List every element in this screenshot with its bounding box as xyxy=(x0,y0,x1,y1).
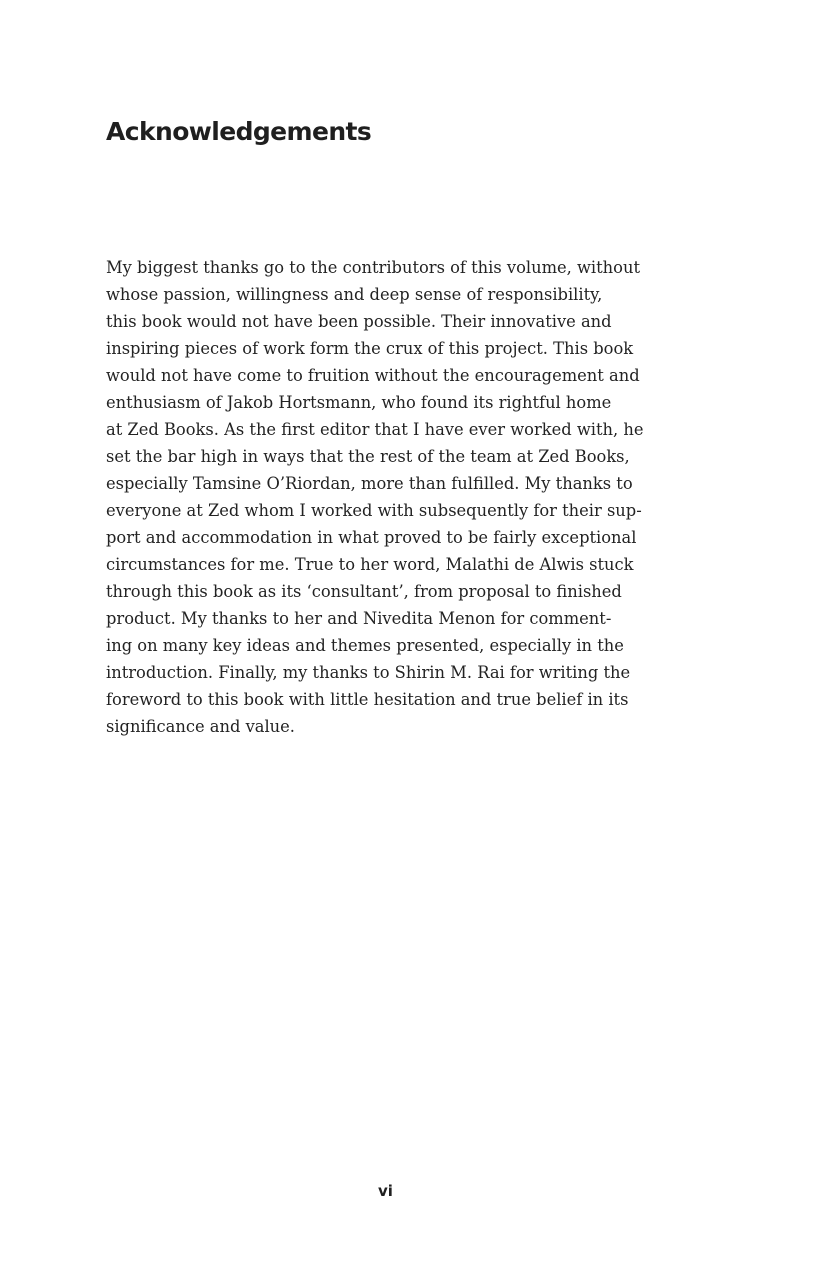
paragraph-line: circumstances for me. True to her word, Malathi de Alwis stuck xyxy=(106,555,634,574)
paragraph-line: significance and value. xyxy=(106,717,295,736)
paragraph-line: inspiring pieces of work form the crux of this project. This book xyxy=(106,339,634,358)
paragraph-line: at Zed Books. As the first editor that I have ever worked with, he xyxy=(106,420,644,439)
paragraph-line: everyone at Zed whom I worked with subsequently for their sup- xyxy=(106,501,642,520)
paragraph-line: product. My thanks to her and Nivedita Menon for comment- xyxy=(106,609,612,628)
acknowledgements-paragraph xyxy=(106,254,676,740)
paragraph-line: My biggest thanks go to the contributors of this volume, without xyxy=(106,258,640,277)
paragraph-line: enthusiasm of Jakob Hortsmann, who found its rightful home xyxy=(106,393,612,412)
paragraph-line: ing on many key ideas and themes presented, especially in the xyxy=(106,636,624,655)
paragraph-line: would not have come to fruition without the encouragement and xyxy=(106,366,640,385)
paragraph-line: set the bar high in ways that the rest of the team at Zed Books, xyxy=(106,447,630,466)
paragraph-line: whose passion, willingness and deep sense of responsibility, xyxy=(106,285,603,304)
paragraph-line: foreword to this book with little hesitation and true belief in its xyxy=(106,690,629,709)
paragraph-line: through this book as its ‘consultant’, from proposal to finished xyxy=(106,582,622,601)
page-title: Acknowledgements xyxy=(106,117,372,146)
paragraph-line: this book would not have been possible. Their innovative and xyxy=(106,312,612,331)
paragraph-line: introduction. Finally, my thanks to Shirin M. Rai for writing the xyxy=(106,663,631,682)
paragraph-line: especially Tamsine O’Riordan, more than fulfilled. My thanks to xyxy=(106,474,633,493)
paragraph-line: port and accommodation in what proved to be fairly exceptional xyxy=(106,528,637,547)
page-number: vi xyxy=(378,1182,393,1200)
